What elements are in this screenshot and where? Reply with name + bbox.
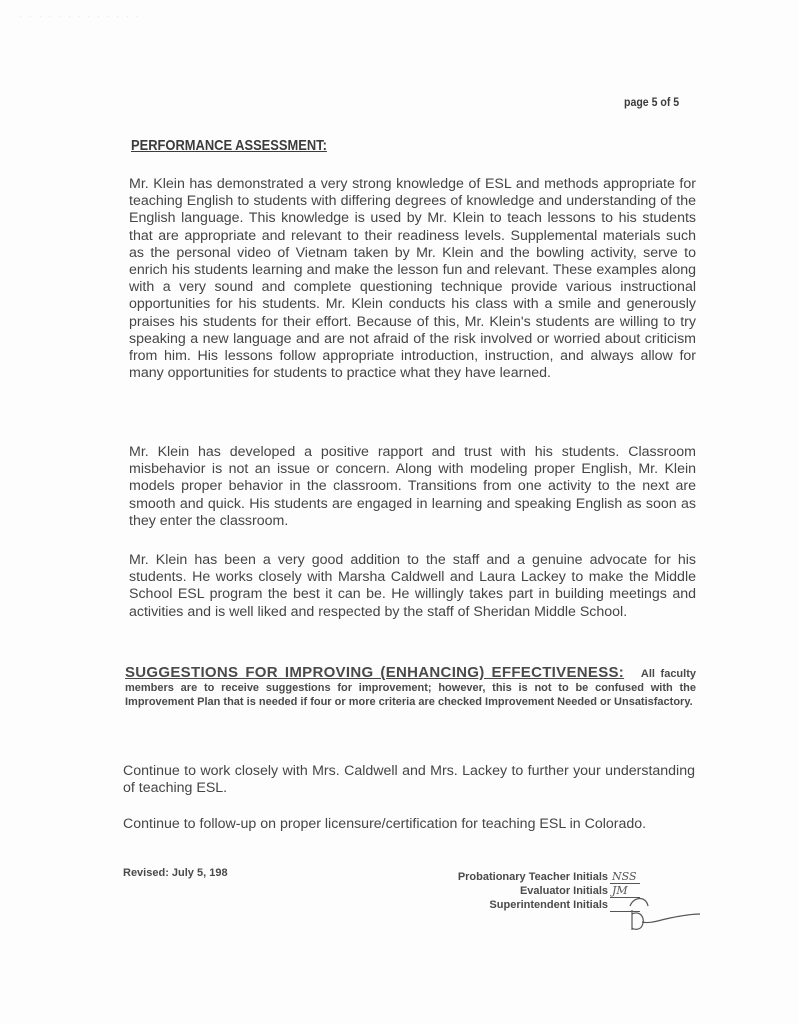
handwritten-initials: NSS: [612, 869, 637, 883]
initials-block: [458, 870, 640, 912]
initials-label: Probationary Teacher Initials: [457, 870, 608, 883]
page-indicator: page 5 of 5: [624, 95, 680, 109]
assessment-paragraph-3: Mr. Klein has been a very good addition to the staff and a genuine advocate for his students. He works closely with Marsha Caldwell and Laura Lackey to make the Middle School ESL program the best it can be. He willingly takes part in building meetings and activities and is well liked and respected by the staff of Sheridan Middle School.: [129, 552, 696, 620]
suggestions-heading: SUGGESTIONS FOR IMPROVING (ENHANCING) EFFECTIVENESS:: [125, 664, 625, 681]
suggestion-item-2: Continue to follow-up on proper licensure/certification for teaching ESL in Colorado.: [123, 816, 647, 832]
superintendent-signature-icon: [620, 888, 720, 938]
initials-label: Superintendent Initials: [489, 898, 608, 911]
scan-artifact: · · · · · · · · · · · · ·: [20, 14, 141, 20]
initials-row-evaluator: [458, 884, 640, 898]
initials-row-superintendent: [458, 898, 640, 912]
initials-label: Evaluator Initials: [519, 884, 608, 897]
assessment-paragraph-2: Mr. Klein has developed a positive rapport and trust with his students. Classroom misbehavior is not an issue or concern. Along with modeling proper English, Mr. Klein models proper behavior in the classroom. Transitions from one activity to the next are smooth and quick. His students are engaged in learning and speaking English as soon as they enter the classroom.: [129, 444, 696, 529]
signature-field[interactable]: [610, 870, 640, 884]
suggestions-note: All faculty members are to receive suggestions for improvement; however, this is not to be confused with the Improvement Plan that is needed if four or more criteria are checked Improvement Needed or Unsatisfactory.: [125, 668, 696, 708]
handwritten-initials: JM: [612, 883, 628, 897]
revised-date: Revised: July 5, 198: [123, 867, 228, 879]
initials-row-teacher: [458, 870, 640, 884]
suggestions-section: [125, 666, 696, 709]
performance-assessment-heading: PERFORMANCE ASSESSMENT:: [131, 137, 327, 154]
assessment-paragraph-1: Mr. Klein has demonstrated a very strong knowledge of ESL and methods appropriate for teaching English to students with differing degrees of knowledge and understanding of the English language. This knowledge is used by Mr. Klein to teach lessons to his students that are appropriate and relevant to their readiness levels. Supplemental materials such as the personal video of Vietnam taken by Mr. Klein and the bowling activity, serve to enrich his students learning and make the lesson fun and relevant. These examples along with a very sound and complete questioning technique provide various instructional opportunities for his students. Mr. Klein conducts his class with a smile and generously praises his students for their effort. Because of this, Mr. Klein's students are willing to try speaking a new language and are not afraid of the risk involved or worried about criticism from him. His lessons follow appropriate introduction, instruction, and always allow for many opportunities for students to practice what they have learned.: [129, 176, 696, 382]
suggestion-item-1: Continue to work closely with Mrs. Caldwell and Mrs. Lackey to further your understanding of teaching ESL.: [123, 763, 695, 797]
